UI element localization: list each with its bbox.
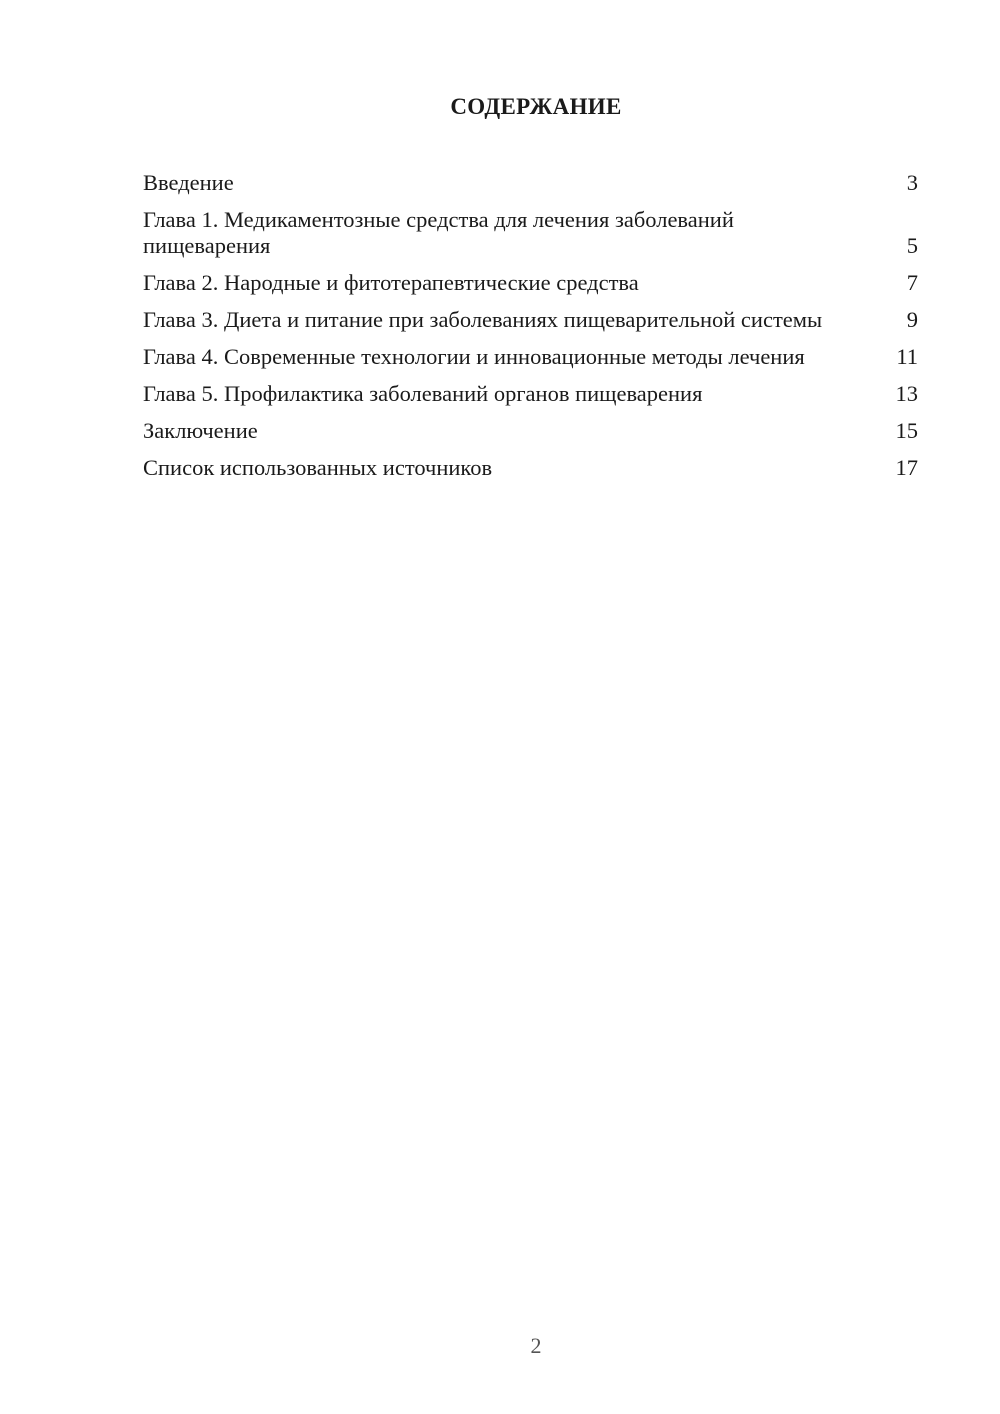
toc-entry-page: 5 (906, 233, 918, 258)
toc-entry-title: Заключение (143, 418, 258, 443)
toc-entry (143, 170, 918, 196)
toc-entry-page: 9 (906, 307, 918, 332)
toc-entry (143, 381, 918, 407)
toc-entry (143, 270, 918, 296)
toc-entry (143, 418, 918, 444)
toc-entry-page: 13 (895, 381, 918, 406)
toc-entry (143, 344, 918, 370)
toc-entry-title: Введение (143, 170, 234, 195)
toc-entry (143, 207, 918, 259)
toc-entry-page: 7 (906, 270, 918, 295)
toc-entry-page: 17 (895, 455, 918, 480)
toc-entry-title: Список использованных источников (143, 455, 493, 480)
toc-entry (143, 307, 918, 333)
toc-entry-page: 15 (895, 418, 918, 443)
toc-entry-title: Глава 5. Профилактика заболеваний органов пищеварения (143, 381, 703, 406)
page-number: 2 (530, 1333, 542, 1358)
page-title: СОДЕРЖАНИЕ (450, 94, 622, 119)
toc-entry-title: Глава 2. Народные и фитотерапевтические средства (143, 270, 639, 295)
toc-entry-title: Глава 4. Современные технологии и инновационные методы лечения (143, 344, 805, 369)
toc-entry-page: 3 (906, 170, 918, 195)
toc-entry (143, 455, 918, 481)
table-of-contents (143, 170, 918, 492)
toc-entry-page: 11 (896, 344, 918, 369)
toc-entry-title: Глава 1. Медикаментозные средства для лечения заболеваний пищеварения (143, 207, 734, 258)
toc-entry-title: Глава 3. Диета и питание при заболеваниях пищеварительной системы (143, 307, 823, 332)
